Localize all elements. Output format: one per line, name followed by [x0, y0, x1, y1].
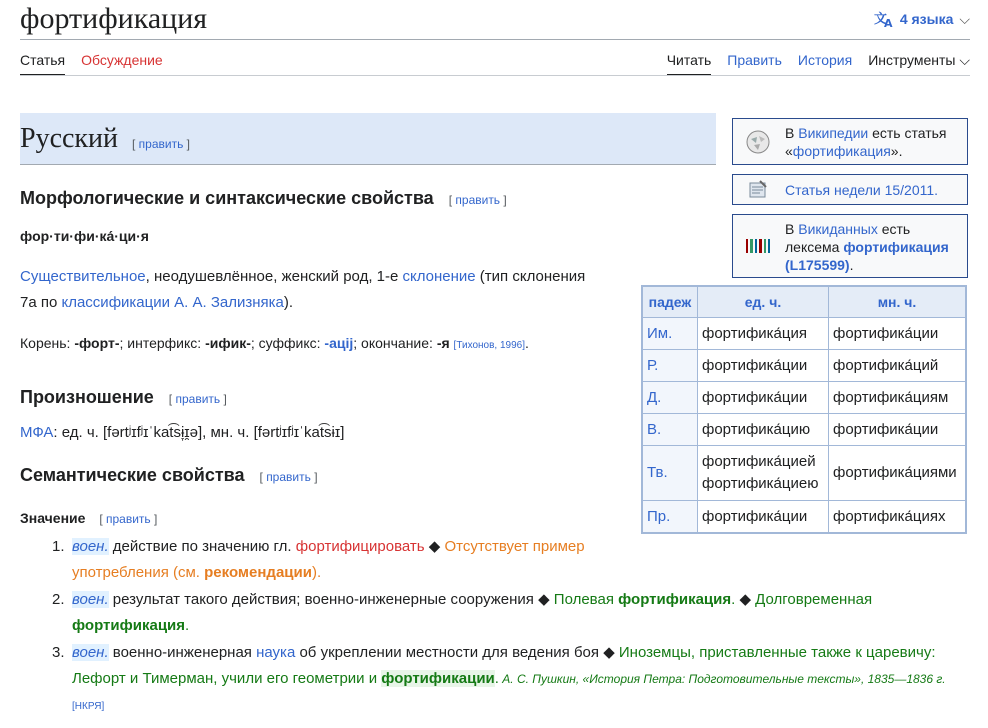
tools-chevron-icon: ⌵ [959, 52, 970, 68]
singular-form: фортифика́ции [698, 350, 829, 382]
declension-row [642, 501, 966, 534]
morphology-description [20, 264, 630, 316]
desc-text-1: , неодушевлённое, женский род, 1-е [145, 268, 403, 285]
suffix-link[interactable]: -ацij [324, 335, 354, 351]
sense-item [52, 640, 952, 720]
plural-form: фортифика́циях [829, 501, 967, 534]
case-link[interactable]: Тв. [642, 446, 698, 501]
tab-edit[interactable]: Править [727, 52, 782, 68]
languages-label: 4 языка [899, 11, 954, 27]
tools-label: Инструменты [868, 52, 956, 68]
morphology-heading [20, 188, 507, 209]
view-tabs [667, 52, 970, 76]
wikipedia-globe-icon [745, 129, 771, 155]
sense-abbr[interactable]: воен. [72, 538, 109, 555]
declension-row [642, 414, 966, 446]
citation-source-link[interactable]: [НКРЯ] [72, 701, 105, 712]
wikidata-link[interactable]: Викиданных [798, 221, 878, 237]
article-of-week-box [732, 174, 968, 205]
header-plural: мн. ч. [829, 286, 967, 318]
wd-mid: есть лексема [785, 221, 911, 255]
morphology-edit-link[interactable]: править [455, 193, 501, 207]
tab-history[interactable]: История [797, 52, 853, 68]
wikipedia-box [732, 118, 968, 165]
ending-value: -я [436, 335, 450, 351]
senses-list [52, 534, 952, 721]
ipa-sg: [fərtʲɪfʲɪˈkat͡sɨ̞ɪ̯ə] [103, 424, 203, 441]
tab-article[interactable]: Статья [20, 52, 65, 76]
meaning-edit: [ править ] [99, 512, 158, 526]
translate-icon [874, 10, 894, 28]
declension-row [642, 446, 966, 501]
chevron-down-icon: ⌵ [959, 10, 970, 27]
semantics-heading-text: Семантические свойства [20, 465, 245, 485]
root-label: Корень: [20, 335, 75, 351]
language-edit: [ править ] [132, 137, 191, 151]
sense-link[interactable]: наука [256, 644, 296, 661]
sense-abbr[interactable]: воен. [72, 591, 109, 608]
interfix-label: ; интерфикс: [119, 335, 206, 351]
declension-row [642, 318, 966, 350]
sense-definition-2: об укреплении местности для ведения боя [295, 644, 604, 661]
case-link[interactable]: Пр. [642, 501, 698, 534]
singular-form: фортифика́ции [698, 501, 829, 534]
wd-pre: В [785, 221, 799, 237]
tools-menu[interactable] [868, 52, 970, 76]
singular-form: фортифика́ция [698, 318, 829, 350]
interfix-value: -ифик- [205, 335, 251, 351]
semantics-edit-link[interactable]: править [266, 470, 311, 484]
sense-item [52, 587, 952, 639]
wikipedia-link[interactable]: Википедии [798, 125, 869, 141]
sense-abbr[interactable]: воен. [72, 644, 109, 661]
meaning-edit-link[interactable]: править [106, 512, 151, 526]
sense-citation: А. С. Пушкин, «История Петра: Подготовительные тексты», 1835—1836 г. [498, 672, 946, 686]
sense-item [52, 534, 632, 586]
tab-read[interactable]: Читать [667, 52, 712, 76]
sense-example-bold: фортификации [381, 670, 495, 687]
title-divider [20, 39, 970, 40]
header-singular: ед. ч. [698, 286, 829, 318]
desc-text-2: (тип склонения [475, 268, 586, 285]
sense-note: Отсутствует пример употребления (см. [72, 538, 585, 581]
sense-definition: результат такого действия; военно-инженерные сооружения [108, 591, 539, 608]
classification-link[interactable]: классификации А. А. Зализняка [61, 294, 284, 311]
case-link[interactable]: В. [642, 414, 698, 446]
page-title: фортификация [20, 2, 208, 35]
language-edit-link[interactable]: править [138, 137, 184, 151]
singular-form: фортифика́ции [698, 382, 829, 414]
morphology-edit: [ править ] [448, 193, 507, 207]
sense-number: 3. [52, 644, 65, 661]
plural-form: фортифика́циям [829, 382, 967, 414]
ending-label: ; окончание: [353, 335, 437, 351]
case-link[interactable]: Им. [642, 318, 698, 350]
morpheme-end: . [525, 335, 529, 351]
sense-definition: действие по значению гл. [108, 538, 296, 555]
singular-forms [698, 446, 829, 501]
declension-row [642, 382, 966, 414]
sense-example-bold: фортификация [618, 591, 732, 608]
wikidata-barcode-icon [745, 237, 771, 255]
sense-bullet: ◆ [735, 591, 756, 608]
language-heading-bar [20, 113, 716, 165]
wiki-end: ». [890, 143, 903, 159]
sense-example: Полевая [553, 591, 619, 608]
sense-example-end: . [185, 617, 190, 634]
wikipedia-text [785, 124, 961, 160]
tab-discussion[interactable]: Обсуждение [81, 52, 163, 68]
pronunciation-heading [20, 387, 227, 408]
ipa-pl-label: , мн. ч. [202, 424, 254, 441]
ipa-line [20, 420, 344, 446]
wikidata-box [732, 214, 968, 278]
sense-definition: военно-инженерная [108, 644, 257, 661]
sense-bullet: ◆ [603, 644, 619, 661]
declension-row [642, 350, 966, 382]
pronunciation-heading-text: Произношение [20, 387, 154, 407]
sense-example: Иноземцы, приставленные также к царевичу: Лефорт и Тимерман, учили его геометрии и [72, 644, 936, 687]
meaning-heading [20, 510, 157, 526]
case-link[interactable]: Д. [642, 382, 698, 414]
semantics-edit: [ править ] [259, 470, 318, 484]
ipa-pl: [fərtʲɪfʲɪˈkat͡sɨɪ] [253, 424, 345, 441]
language-heading: Русский [20, 123, 118, 154]
wikipedia-article-link[interactable]: фортификация [792, 143, 891, 159]
singular-form-alt: фортифика́циею [702, 475, 819, 492]
header-case: падеж [642, 286, 698, 318]
suffix-label: ; суффикс: [250, 335, 325, 351]
sense-bullet: ◆ [538, 591, 554, 608]
sense-note-link[interactable]: рекомендации [204, 564, 312, 581]
declension-link[interactable]: склонение [402, 268, 476, 285]
sense-link[interactable]: фортифицировать [295, 538, 425, 555]
singular-form: фортифика́цию [698, 414, 829, 446]
article-week-icon [745, 179, 771, 201]
pronunciation-edit: [ править ] [168, 392, 227, 406]
sense-note-end: ). [311, 564, 322, 581]
pos-link[interactable]: Существительное [20, 268, 146, 285]
syllables: фор·ти·фи·ка́·ци·я [20, 228, 149, 244]
wiki-mid: есть статья « [785, 125, 947, 159]
sense-example-end: . [494, 670, 499, 687]
wd-end: . [849, 257, 854, 273]
meaning-heading-text: Значение [20, 510, 86, 526]
sense-example: Долговременная [755, 591, 873, 608]
semantics-heading [20, 465, 318, 486]
languages-button[interactable] [874, 10, 970, 28]
wikidata-lexeme-link[interactable]: фортификация (L175599) [785, 239, 949, 273]
declension-table [641, 285, 967, 534]
desc-text-4: ). [283, 294, 294, 311]
sense-example-bold: фортификация [72, 617, 186, 634]
morpheme-line [20, 330, 529, 359]
sense-bullet: ◆ [424, 538, 445, 555]
svg-text:A: A [883, 17, 893, 28]
pronunciation-edit-link[interactable]: править [175, 392, 221, 406]
ipa-link[interactable]: МФА [20, 424, 54, 441]
plural-form: фортифика́ции [829, 318, 967, 350]
article-week-text [785, 181, 961, 199]
desc-text-3: 7a по [20, 294, 62, 311]
wiki-pre: В [785, 125, 799, 141]
source-link[interactable]: [Тихонов, 1996] [453, 340, 526, 351]
tabs-divider [20, 75, 970, 76]
ipa-sg-label: : ед. ч. [53, 424, 103, 441]
root-value: -форт- [74, 335, 120, 351]
plural-form: фортифика́ции [829, 414, 967, 446]
namespace-tabs [20, 52, 163, 76]
declension-header-row [642, 286, 966, 318]
article-week-link[interactable]: Статья недели 15/2011. [785, 182, 939, 198]
plural-form: фортифика́ций [829, 350, 967, 382]
sense-number: 2. [52, 591, 65, 608]
plural-form: фортифика́циями [829, 446, 967, 501]
case-link[interactable]: Р. [642, 350, 698, 382]
singular-form: фортифика́цией [702, 453, 816, 470]
wikidata-text [785, 220, 961, 274]
sense-number: 1. [52, 538, 65, 555]
sense-example-end: . [731, 591, 736, 608]
morphology-heading-text: Морфологические и синтаксические свойства [20, 188, 434, 208]
svg-text:文: 文 [873, 12, 887, 27]
